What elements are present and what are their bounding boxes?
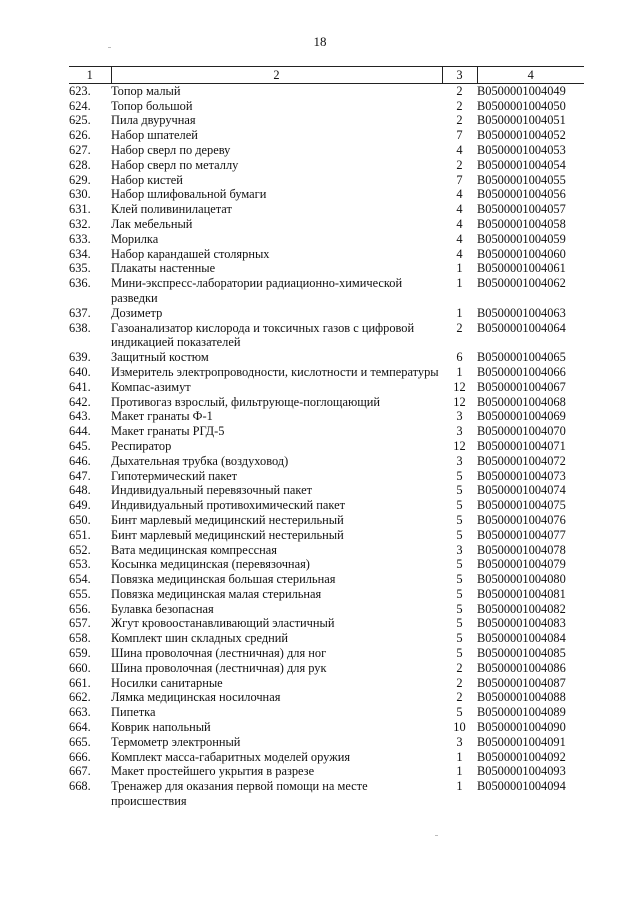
row-number: 642. (69, 394, 91, 409)
item-name: Дозиметр (111, 305, 163, 320)
item-code: B0500001004070 (477, 424, 566, 439)
table-row (69, 616, 584, 631)
item-quantity: 12 (453, 379, 466, 394)
item-name: Комплект масса-габаритных моделей оружия (111, 749, 351, 764)
item-quantity: 5 (456, 601, 463, 616)
table-row (69, 602, 584, 617)
row-number: 627. (69, 142, 91, 157)
row-number: 651. (69, 527, 91, 542)
item-code: B0500001004083 (477, 616, 566, 631)
table-row (69, 276, 584, 306)
row-number: 657. (69, 616, 91, 631)
item-code: B0500001004050 (477, 98, 566, 113)
item-code: B0500001004065 (477, 350, 566, 365)
item-name: Компас-азимут (111, 379, 191, 394)
item-quantity: 5 (456, 512, 463, 527)
item-code: B0500001004086 (477, 660, 566, 675)
item-quantity: 5 (456, 557, 463, 572)
item-code: B0500001004076 (477, 512, 566, 527)
item-name: Макет гранаты РГД-5 (111, 424, 225, 439)
table-row (69, 409, 584, 424)
item-code: B0500001004089 (477, 705, 566, 720)
row-number: 623. (69, 83, 91, 98)
table-row (69, 690, 584, 705)
item-quantity: 5 (456, 705, 463, 720)
item-name: Жгут кровоостанавливающий эластичный (111, 616, 335, 631)
table-row (69, 128, 584, 143)
row-number: 638. (69, 320, 91, 335)
table-row (69, 483, 584, 498)
row-number: 659. (69, 646, 91, 661)
item-name: Индивидуальный перевязочный пакет (111, 483, 313, 498)
item-code: B0500001004088 (477, 690, 566, 705)
row-number: 643. (69, 409, 91, 424)
row-number: 644. (69, 424, 91, 439)
table-row (69, 99, 584, 114)
item-code: B0500001004077 (477, 527, 566, 542)
row-number: 658. (69, 631, 91, 646)
item-quantity: 2 (456, 690, 463, 705)
item-code: B0500001004060 (477, 246, 566, 261)
row-number: 635. (69, 261, 91, 276)
item-name: Шина проволочная (лестничная) для ног (111, 646, 327, 661)
item-quantity: 1 (456, 764, 463, 779)
table-row (69, 395, 584, 410)
item-code: B0500001004075 (477, 498, 566, 513)
item-quantity: 7 (456, 172, 463, 187)
row-number: 641. (69, 379, 91, 394)
table-row (69, 750, 584, 765)
item-quantity: 4 (456, 187, 463, 202)
row-number: 632. (69, 216, 91, 231)
item-name: Макет простейшего укрытия в разрезе (111, 764, 315, 779)
item-code: B0500001004058 (477, 216, 566, 231)
table-row (69, 557, 584, 572)
row-number: 661. (69, 675, 91, 690)
item-name: Коврик напольный (111, 720, 211, 735)
table-row (69, 306, 584, 321)
header-col-2: 2 (111, 67, 442, 84)
item-name: Булавка безопасная (111, 601, 214, 616)
item-name: Бинт марлевый медицинский нестерильный (111, 527, 344, 542)
item-quantity: 2 (456, 675, 463, 690)
item-name: Клей поливинилацетат (111, 202, 232, 217)
item-quantity: 4 (456, 216, 463, 231)
item-code: B0500001004090 (477, 720, 566, 735)
table-row (69, 424, 584, 439)
header-col-4: 4 (477, 67, 584, 84)
item-quantity: 4 (456, 246, 463, 261)
item-code: B0500001004081 (477, 586, 566, 601)
item-quantity: 4 (456, 142, 463, 157)
table-row (69, 321, 584, 351)
row-number: 628. (69, 157, 91, 172)
item-name: Газоанализатор кислорода и токсичных газов с цифровой индикацией показателей (111, 320, 415, 350)
table-row (69, 113, 584, 128)
item-name: Измеритель электропроводности, кислотности и температуры (111, 364, 439, 379)
table-row (69, 498, 584, 513)
table-row (69, 217, 584, 232)
item-code: B0500001004093 (477, 764, 566, 779)
row-number: 646. (69, 453, 91, 468)
item-name: Повязка медицинская большая стерильная (111, 572, 336, 587)
table-row (69, 572, 584, 587)
row-number: 640. (69, 364, 91, 379)
table-row (69, 764, 584, 779)
item-code: B0500001004073 (477, 468, 566, 483)
item-code: B0500001004068 (477, 394, 566, 409)
item-name: Повязка медицинская малая стерильная (111, 586, 322, 601)
row-number: 649. (69, 498, 91, 513)
item-quantity: 2 (456, 83, 463, 98)
table-row (69, 439, 584, 454)
table-row (69, 187, 584, 202)
item-code: B0500001004057 (477, 202, 566, 217)
item-name: Морилка (111, 231, 159, 246)
item-name: Комплект шин складных средний (111, 631, 289, 646)
table-row (69, 720, 584, 735)
row-number: 667. (69, 764, 91, 779)
item-name: Пила двуручная (111, 113, 196, 128)
item-quantity: 3 (456, 453, 463, 468)
item-quantity: 5 (456, 468, 463, 483)
item-name: Лямка медицинская носилочная (111, 690, 281, 705)
item-name: Противогаз взрослый, фильтрующе-поглощающий (111, 394, 381, 409)
item-quantity: 12 (453, 394, 466, 409)
item-name: Мини-экспресс-лаборатории радиационно-химической разведки (111, 276, 403, 305)
row-number: 645. (69, 438, 91, 453)
item-code: B0500001004054 (477, 157, 566, 172)
table-row (69, 247, 584, 262)
table-row (69, 143, 584, 158)
row-number: 625. (69, 113, 91, 128)
row-number: 637. (69, 305, 91, 320)
item-name: Набор кистей (111, 172, 183, 187)
item-code: B0500001004055 (477, 172, 566, 187)
item-quantity: 3 (456, 734, 463, 749)
row-number: 630. (69, 187, 91, 202)
table-row (69, 661, 584, 676)
item-name: Плакаты настенные (111, 261, 216, 276)
table-row (69, 380, 584, 395)
item-code: B0500001004087 (477, 675, 566, 690)
item-quantity: 1 (456, 749, 463, 764)
table-row (69, 705, 584, 720)
item-code: B0500001004094 (477, 779, 566, 794)
row-number: 656. (69, 601, 91, 616)
row-number: 653. (69, 557, 91, 572)
item-name: Топор большой (111, 98, 193, 113)
item-code: B0500001004069 (477, 409, 566, 424)
item-quantity: 2 (456, 157, 463, 172)
row-number: 662. (69, 690, 91, 705)
item-quantity: 5 (456, 527, 463, 542)
row-number: 660. (69, 660, 91, 675)
item-code: B0500001004092 (477, 749, 566, 764)
item-code: B0500001004056 (477, 187, 566, 202)
item-quantity: 5 (456, 616, 463, 631)
item-code: B0500001004079 (477, 557, 566, 572)
item-quantity: 7 (456, 128, 463, 143)
inventory-table (69, 66, 584, 809)
item-code: B0500001004052 (477, 128, 566, 143)
row-number: 634. (69, 246, 91, 261)
item-name: Макет гранаты Ф-1 (111, 409, 213, 424)
item-code: B0500001004049 (477, 83, 566, 98)
table-row (69, 646, 584, 661)
item-quantity: 6 (456, 350, 463, 365)
item-code: B0500001004085 (477, 646, 566, 661)
item-name: Набор сверл по металлу (111, 157, 239, 172)
item-quantity: 1 (456, 261, 463, 276)
item-name: Дыхательная трубка (воздуховод) (111, 453, 289, 468)
row-number: 633. (69, 231, 91, 246)
item-quantity: 2 (456, 660, 463, 675)
item-code: B0500001004063 (477, 305, 566, 320)
item-name: Вата медицинская компрессная (111, 542, 277, 557)
item-quantity: 12 (453, 438, 466, 453)
item-name: Защитный костюм (111, 350, 209, 365)
row-number: 648. (69, 483, 91, 498)
item-code: B0500001004059 (477, 231, 566, 246)
item-quantity: 5 (456, 483, 463, 498)
item-name: Гипотермический пакет (111, 468, 238, 483)
row-number: 624. (69, 98, 91, 113)
header-col-3: 3 (442, 67, 477, 84)
item-quantity: 1 (456, 779, 463, 794)
item-code: B0500001004067 (477, 379, 566, 394)
row-number: 650. (69, 512, 91, 527)
row-number: 664. (69, 720, 91, 735)
item-quantity: 4 (456, 202, 463, 217)
page-number: 18 (313, 34, 327, 49)
item-name: Косынка медицинская (перевязочная) (111, 557, 310, 572)
row-number: 626. (69, 128, 91, 143)
item-name: Бинт марлевый медицинский нестерильный (111, 512, 344, 527)
item-quantity: 3 (456, 424, 463, 439)
item-name: Шина проволочная (лестничная) для рук (111, 660, 327, 675)
item-code: B0500001004082 (477, 601, 566, 616)
item-name: Носилки санитарные (111, 675, 223, 690)
item-code: B0500001004064 (477, 320, 566, 335)
table-row (69, 779, 584, 809)
row-number: 666. (69, 749, 91, 764)
item-name: Респиратор (111, 438, 172, 453)
item-quantity: 1 (456, 305, 463, 320)
table-row (69, 528, 584, 543)
item-code: B0500001004061 (477, 261, 566, 276)
item-code: B0500001004051 (477, 113, 566, 128)
header-row (69, 67, 584, 84)
table-body (69, 83, 584, 809)
table-row (69, 513, 584, 528)
item-quantity: 2 (456, 98, 463, 113)
item-code: B0500001004071 (477, 438, 566, 453)
row-number: 665. (69, 734, 91, 749)
item-name: Пипетка (111, 705, 156, 720)
item-name: Набор шпателей (111, 128, 198, 143)
table-row (69, 735, 584, 750)
row-number: 639. (69, 350, 91, 365)
table-row (69, 676, 584, 691)
item-code: B0500001004074 (477, 483, 566, 498)
item-name: Набор шлифовальной бумаги (111, 187, 267, 202)
item-code: B0500001004091 (477, 734, 566, 749)
row-number: 629. (69, 172, 91, 187)
item-name: Топор малый (111, 83, 181, 98)
item-quantity: 1 (456, 276, 463, 291)
item-quantity: 1 (456, 364, 463, 379)
item-quantity: 5 (456, 646, 463, 661)
table-row (69, 454, 584, 469)
item-name: Набор карандашей столярных (111, 246, 270, 261)
row-number: 654. (69, 572, 91, 587)
table-row (69, 173, 584, 188)
item-quantity: 2 (456, 113, 463, 128)
item-code: B0500001004066 (477, 364, 566, 379)
item-name: Тренажер для оказания первой помощи на месте происшествия (111, 779, 368, 809)
row-number: 668. (69, 779, 91, 794)
row-number: 636. (69, 276, 91, 291)
item-name: Набор сверл по дереву (111, 142, 231, 157)
table-row (69, 261, 584, 276)
item-quantity: 5 (456, 586, 463, 601)
item-quantity: 3 (456, 542, 463, 557)
row-number: 631. (69, 202, 91, 217)
table-row (69, 83, 584, 98)
item-code: B0500001004072 (477, 453, 566, 468)
scan-speck (435, 835, 438, 836)
item-name: Индивидуальный противохимический пакет (111, 498, 345, 513)
item-quantity: 3 (456, 409, 463, 424)
header-col-1: 1 (69, 67, 111, 84)
item-name: Термометр электронный (111, 734, 241, 749)
item-code: B0500001004062 (477, 276, 566, 291)
table-row (69, 543, 584, 558)
item-quantity: 5 (456, 572, 463, 587)
row-number: 663. (69, 705, 91, 720)
item-quantity: 4 (456, 231, 463, 246)
item-quantity: 5 (456, 631, 463, 646)
row-number: 652. (69, 542, 91, 557)
item-code: B0500001004053 (477, 142, 566, 157)
table-row (69, 365, 584, 380)
table-row (69, 587, 584, 602)
row-number: 647. (69, 468, 91, 483)
item-quantity: 10 (453, 720, 466, 735)
item-code: B0500001004084 (477, 631, 566, 646)
table-row (69, 158, 584, 173)
table-row (69, 202, 584, 217)
item-quantity: 2 (456, 320, 463, 335)
table-row (69, 350, 584, 365)
item-code: B0500001004078 (477, 542, 566, 557)
item-name: Лак мебельный (111, 216, 193, 231)
item-code: B0500001004080 (477, 572, 566, 587)
scan-speck (108, 47, 111, 48)
table-row (69, 469, 584, 484)
row-number: 655. (69, 586, 91, 601)
table-row (69, 631, 584, 646)
table-row (69, 232, 584, 247)
item-quantity: 5 (456, 498, 463, 513)
